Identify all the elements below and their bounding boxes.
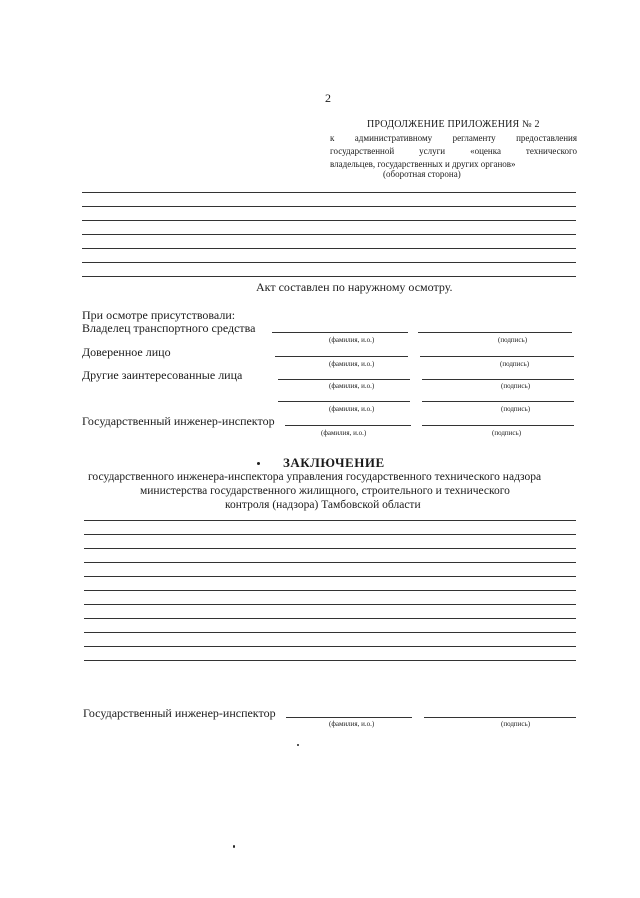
other-parties-name-caption-2: (фамилия, и.о.) [329, 405, 375, 413]
appendix-reference-line-1: к административному регламенту предоставления [330, 133, 577, 143]
blank-line [82, 234, 576, 235]
other-parties-name-field-2[interactable] [278, 401, 410, 402]
inspector-name-caption: (фамилия, и.о.) [321, 429, 367, 437]
conclusion-field[interactable] [84, 576, 576, 577]
other-parties-name-field[interactable] [278, 379, 410, 380]
conclusion-field[interactable] [84, 618, 576, 619]
blank-line [82, 192, 576, 193]
trustee-name-field[interactable] [275, 356, 408, 357]
conclusion-field[interactable] [84, 548, 576, 549]
other-parties-name-caption: (фамилия, и.о.) [329, 382, 375, 390]
footer-inspector-label: Государственный инженер-инспектор [83, 706, 276, 720]
conclusion-title: ЗАКЛЮЧЕНИЕ [283, 455, 385, 470]
appendix-subtitle: (оборотная сторона) [383, 169, 461, 179]
inspector-signature-field[interactable] [422, 425, 574, 426]
owner-signature-field[interactable] [418, 332, 572, 333]
scan-speck [297, 744, 299, 746]
inspector-signature-caption: (подпись) [492, 429, 522, 437]
blank-line [82, 276, 576, 277]
conclusion-line-2: министерства государственного жилищного, строительного и технического [140, 485, 510, 497]
conclusion-field[interactable] [84, 604, 576, 605]
owner-name-caption: (фамилия, и.о.) [329, 336, 375, 344]
scan-speck [233, 845, 235, 848]
conclusion-line-1: государственного инженера-инспектора управления государственного технического надзора [88, 471, 542, 483]
footer-inspector-name-field[interactable] [286, 717, 412, 718]
other-parties-signature-field-2[interactable] [422, 401, 574, 402]
owner-signature-caption: (подпись) [498, 336, 528, 344]
appendix-reference-line-2: государственной услуги «оценка технического [330, 146, 577, 156]
blank-line [82, 248, 576, 249]
owner-name-field[interactable] [272, 332, 408, 333]
footer-signature-caption: (подпись) [501, 720, 531, 728]
footer-inspector-signature-field[interactable] [424, 717, 576, 718]
trustee-signature-field[interactable] [420, 356, 574, 357]
other-parties-label: Другие заинтересованные лица [82, 368, 243, 382]
attendees-heading: При осмотре присутствовали: [82, 308, 236, 322]
inspector-name-field[interactable] [285, 425, 411, 426]
other-parties-signature-caption: (подпись) [501, 382, 531, 390]
appendix-title: ПРОДОЛЖЕНИЕ ПРИЛОЖЕНИЯ № 2 [367, 119, 540, 130]
trustee-signature-caption: (подпись) [500, 360, 530, 368]
blank-line [82, 220, 576, 221]
footer-name-caption: (фамилия, и.о.) [329, 720, 375, 728]
bullet-mark [257, 462, 260, 465]
conclusion-field[interactable] [84, 646, 576, 647]
appendix-reference-line-3: владельцев, государственных и других органов» [330, 159, 516, 169]
trustee-label: Доверенное лицо [82, 345, 171, 359]
conclusion-field[interactable] [84, 632, 576, 633]
owner-label: Владелец транспортного средства [82, 321, 256, 335]
other-parties-signature-caption-2: (подпись) [501, 405, 531, 413]
conclusion-line-3: контроля (надзора) Тамбовской области [225, 499, 421, 511]
act-statement: Акт составлен по наружному осмотру. [256, 280, 453, 294]
inspector-label: Государственный инженер-инспектор [82, 414, 275, 428]
conclusion-field[interactable] [84, 660, 576, 661]
blank-line [82, 262, 576, 263]
conclusion-field[interactable] [84, 534, 576, 535]
other-parties-signature-field[interactable] [422, 379, 574, 380]
conclusion-field[interactable] [84, 520, 576, 521]
conclusion-field[interactable] [84, 590, 576, 591]
trustee-name-caption: (фамилия, и.о.) [329, 360, 375, 368]
appendix-reference [330, 132, 577, 171]
blank-line [82, 206, 576, 207]
page-number: 2 [325, 91, 331, 105]
conclusion-field[interactable] [84, 562, 576, 563]
